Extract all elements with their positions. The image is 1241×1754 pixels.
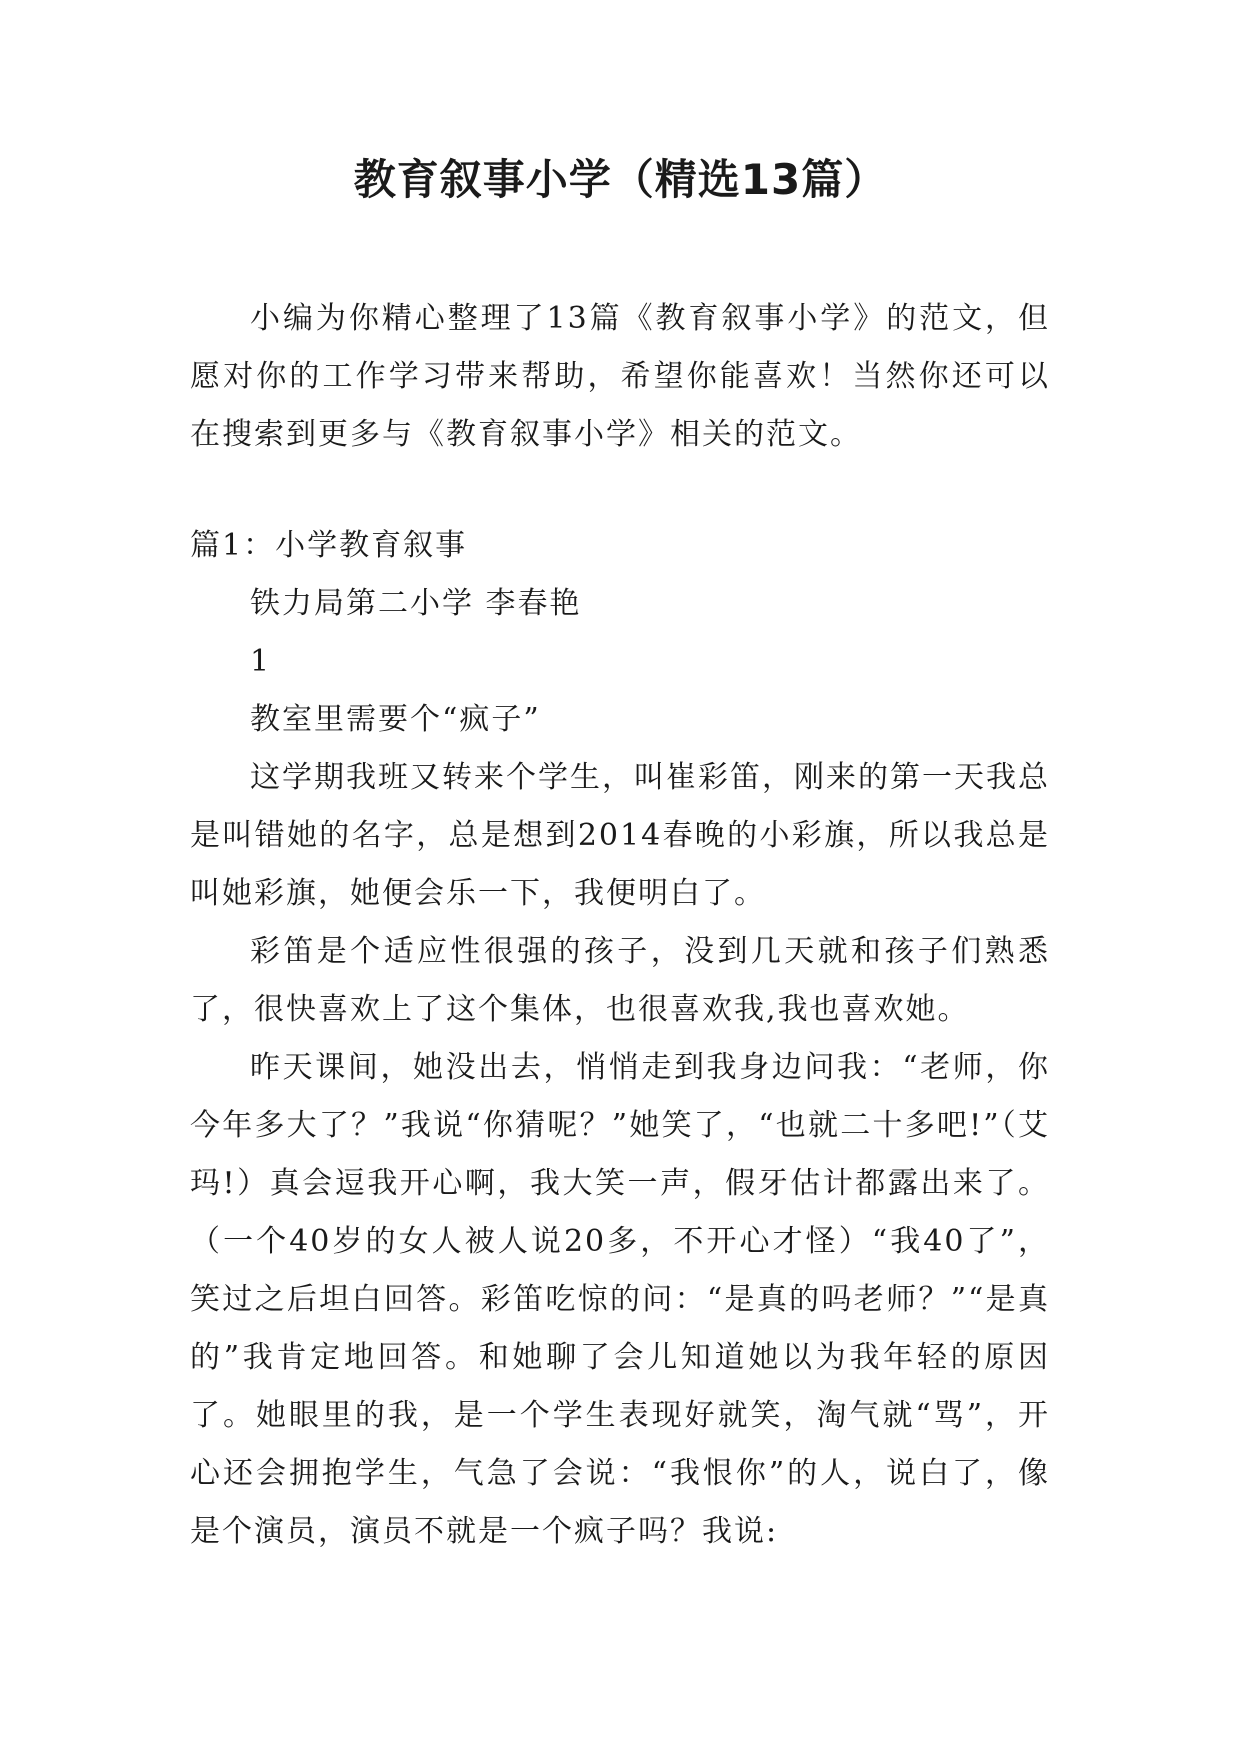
section-heading: 篇1：小学教育叙事 <box>190 528 468 563</box>
author-line: 铁力局第二小学 李春艳 <box>250 586 582 621</box>
section-number: 1 <box>250 644 272 679</box>
intro-block <box>190 290 1050 464</box>
document-title: 教育叙事小学（精选13篇） <box>353 155 888 204</box>
body-paragraph: 昨天课间，她没出去，悄悄走到我身边问我：“老师，你今年多大了？”我说“你猜呢？”她笑了，“也就二十多吧!”（艾玛!）真会逗我开心啊，我大笑一声，假牙估计都露出来了。（一个40岁的女人被人说20多，不开心才怪）“我40了”，笑过之后坦白回答。彩笛吃惊的问：“是真的吗老师？”“是真的”我肯定地回答。和她聊了会儿知道她以为我年轻的原因了。她眼里的我，是一个学生表现好就笑，淘气就“骂”，开心还会拥抱学生，气急了会说：“我恨你”的人，说白了，像是个演员，演员不就是一个疯子吗？我说: <box>190 1050 1050 1549</box>
intro-paragraph: 小编为你精心整理了13篇《教育叙事小学》的范文，但愿对你的工作学习带来帮助，希望你能喜欢！当然你还可以在搜索到更多与《教育叙事小学》相关的范文。 <box>190 301 1050 452</box>
article-section <box>190 517 1050 1561</box>
body-paragraph: 这学期我班又转来个学生，叫崔彩笛，刚来的第一天我总是叫错她的名字，总是想到2014春晚的小彩旗，所以我总是叫她彩旗，她便会乐一下，我便明白了。 <box>190 760 1050 911</box>
body-paragraph: 彩笛是个适应性很强的孩子，没到几天就和孩子们熟悉了，很快喜欢上了这个集体，也很喜欢我,我也喜欢她。 <box>190 934 1050 1027</box>
section-subtitle: 教室里需要个“疯子” <box>250 702 541 737</box>
